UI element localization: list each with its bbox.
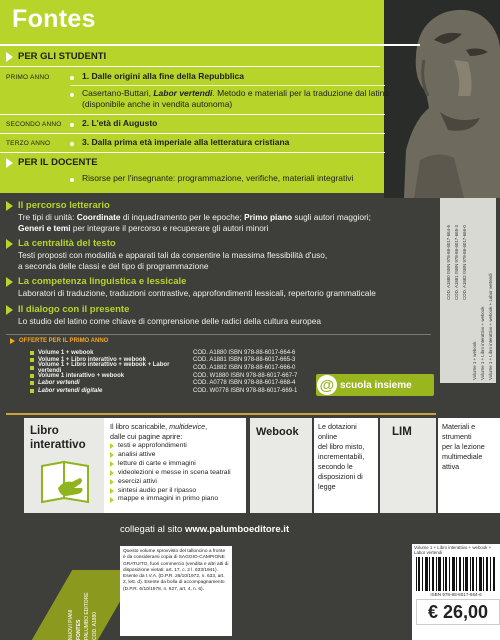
teacher-resources: Risorse per l'insegnante: programmazione, verifiche, materiali integrativi <box>82 173 354 183</box>
feature-text-testo: Testi proposti con modalità e apparati tali da consentire la massima flessibilità d'uso, a seconda delle classi e del tipo di programmazione <box>18 250 328 272</box>
volume-2-title: 2. L'età di Augusto <box>82 118 158 128</box>
labor-vertendi-desc: Casertano-Buttari, Labor vertendi. Metodo e materiali per la traduzione dal latino (disponibile anche in vendita autonoma) <box>82 88 390 109</box>
feature-item: testi e approfondimenti <box>110 442 240 451</box>
lim-title: LIM <box>392 426 412 438</box>
lim-icon-card <box>380 418 436 513</box>
feature-text-dialogo: Lo studio del latino come chiave di comprensione delle radici della cultura europea <box>18 316 322 326</box>
triangle-icon <box>110 443 114 449</box>
triangle-icon <box>110 452 114 458</box>
spine-label-1: NUOVI PIANI <box>68 609 74 640</box>
bullet-icon <box>70 178 74 182</box>
title-divider <box>0 44 420 46</box>
offer-row: Volume 1 interattivo + webook COD. W1880 ISBN 978-88-6017-667-7 <box>30 372 350 380</box>
feature-heading-dialogo: Il dialogo con il presente <box>6 304 129 315</box>
triangle-icon <box>6 52 13 62</box>
triangle-icon <box>6 305 13 315</box>
triangle-icon <box>6 158 13 168</box>
webook-text: Le dotazioni online del libro misto, incrementabili, secondo le disposizioni di legge <box>318 422 365 491</box>
triangle-icon <box>110 497 114 503</box>
bullet-icon <box>30 389 34 393</box>
divider <box>70 85 385 86</box>
divider <box>0 152 385 153</box>
bullet-icon <box>30 351 34 355</box>
row-label-terzo: TERZO ANNO <box>6 140 51 147</box>
divider <box>0 66 380 67</box>
barcode-icon <box>416 557 496 591</box>
website-link[interactable]: www.palumboeditore.it <box>184 524 290 535</box>
offers-list <box>30 349 350 395</box>
cover-title: Fontes <box>12 5 96 33</box>
isbn-text: ISBN 978-88-6017-664-6 <box>430 592 482 597</box>
feature-item: analisi attive <box>110 451 240 460</box>
webook-card <box>314 418 378 513</box>
bullet-icon <box>30 358 34 362</box>
bullet-icon <box>70 142 74 146</box>
spine-label-2: FONTES <box>76 619 82 640</box>
vertical-code-1: COD. A1880 ISBN 978-88-6017-664-6 <box>446 225 451 300</box>
offer-row: Volume 1 + Libro interattivo + webook COD. A1881 ISBN 978-88-6017-665-3 <box>30 357 350 365</box>
triangle-icon <box>110 461 114 467</box>
triangle-icon <box>110 488 114 494</box>
offers-heading: OFFERTE PER IL PRIMO ANNO <box>10 338 108 344</box>
triangle-icon <box>110 479 114 485</box>
volume-1-title: 1. Dalle origini alla fine della Repubblica <box>82 71 245 81</box>
webook-icon-card <box>250 418 312 513</box>
feature-item: sintesi audio per il ripasso <box>110 487 240 496</box>
divider <box>6 334 431 335</box>
statue-bust-image <box>384 0 500 198</box>
feature-heading-percorso: Il percorso letterario <box>6 200 110 211</box>
at-icon: @ <box>317 375 337 395</box>
spine-label-4: COD. A1880 <box>92 611 98 640</box>
offer-row: Labor vertendi COD. A0778 ISBN 978-88-6017-668-4 <box>30 379 350 387</box>
bullet-icon <box>70 76 74 80</box>
feature-heading-testo: La centralità del testo <box>6 238 116 249</box>
divider <box>0 133 385 134</box>
scuola-insieme-badge: @ scuola insieme <box>316 374 434 396</box>
feature-item: letture di carte e immagini <box>110 460 240 469</box>
feature-item: mappe e immagini in primo piano <box>110 495 240 504</box>
row-label-secondo: SECONDO ANNO <box>6 121 62 128</box>
students-heading: PER GLI STUDENTI <box>6 51 106 62</box>
bullet-icon <box>30 366 34 370</box>
website-link-text: collegati al sito www.palumboeditore.it <box>120 524 290 535</box>
offer-row: Volume 1 + Libro interattivo + webook + Labor vertendi COD. A1882 ISBN 978-88-6017-666-0 <box>30 364 350 372</box>
offer-row: Labor vertendi digitale COD. W0778 ISBN 978-88-6017-669-1 <box>30 387 350 395</box>
divider <box>6 413 436 415</box>
feature-text-competenza: Laboratori di traduzione, traduzioni contrastive, approfondimenti lessicali, repertorio grammaticale <box>18 288 376 298</box>
lim-card <box>438 418 500 513</box>
vertical-label-3: Volume 1 + Libro interattivo + webook + Labor vertendi <box>488 273 493 380</box>
legal-notice: Questo volume sprovvisto del talloncino a fronte è da considerarsi copia di SAGGIO-CAMPIONE GRATUITO, fuori commercio (vendita e altri atti di disposizione vietati: art. 17, c. 2 l. 633/1941). Esente da I.V.A. (D.P.R. 26/10/1972, n. 633, art. 2, lett. d). Esente da bolla di accompagnamento (D.P.R. 6/10/1978, n. 627, art. 4, n. 6). <box>120 546 232 636</box>
bullet-icon <box>70 93 74 97</box>
hand-book-icon <box>38 458 94 506</box>
triangle-icon <box>10 338 15 344</box>
feature-item: videolezioni e messe in scena teatrali <box>110 469 240 478</box>
triangle-icon <box>110 470 114 476</box>
teacher-heading: PER IL DOCENTE <box>6 157 98 168</box>
triangle-icon <box>6 239 13 249</box>
spine-label-3: PALUMBO EDITORE <box>84 592 90 640</box>
volume-3-title: 3. Dalla prima età imperiale alla letteratura cristiana <box>82 137 290 147</box>
feature-item: esercizi attivi <box>110 478 240 487</box>
barcode-label: Volume 1 + Libro interattivo + webook + Labor vertendi <box>414 545 492 555</box>
vertical-code-3: COD. A1882 ISBN 978-88-6017-666-0 <box>462 225 467 300</box>
libro-title-2: interattivo <box>30 439 86 451</box>
bullet-icon <box>70 123 74 127</box>
bullet-icon <box>30 374 34 378</box>
libro-interattivo-icon-card <box>24 418 104 513</box>
bullet-icon <box>30 381 34 385</box>
triangle-icon <box>6 201 13 211</box>
vertical-code-2: COD. A1881 ISBN 978-88-6017-665-3 <box>454 225 459 300</box>
libro-interattivo-card <box>104 418 246 513</box>
divider <box>0 114 385 115</box>
lim-text: Materiali e strumenti per la lezione multimediale attiva <box>442 422 485 471</box>
feature-heading-competenza: La competenza linguistica e lessicale <box>6 276 186 287</box>
webook-title: Webook <box>256 426 299 438</box>
price-label: € 26,00 <box>416 599 500 625</box>
row-label-primo: PRIMO ANNO <box>6 74 50 81</box>
feature-text-percorso: Tre tipi di unità: Coordinate di inquadramento per le epoche; Primo piano sugli autori maggiori; Generi e temi per integrare il percorso e recuperare gli autori minori <box>18 212 371 234</box>
libro-intro: Il libro scaricabile, multidevice, dalle cui pagine aprire: <box>110 422 208 441</box>
triangle-icon <box>6 277 13 287</box>
vertical-label-1: Volume 1 + webook <box>472 341 477 380</box>
offer-row: Volume 1 + webook COD. A1880 ISBN 978-88-6017-664-6 <box>30 349 350 357</box>
vertical-label-2: Volume 1 + Libro interattivo + webook <box>480 306 485 380</box>
libro-title-1: Libro <box>30 425 59 437</box>
